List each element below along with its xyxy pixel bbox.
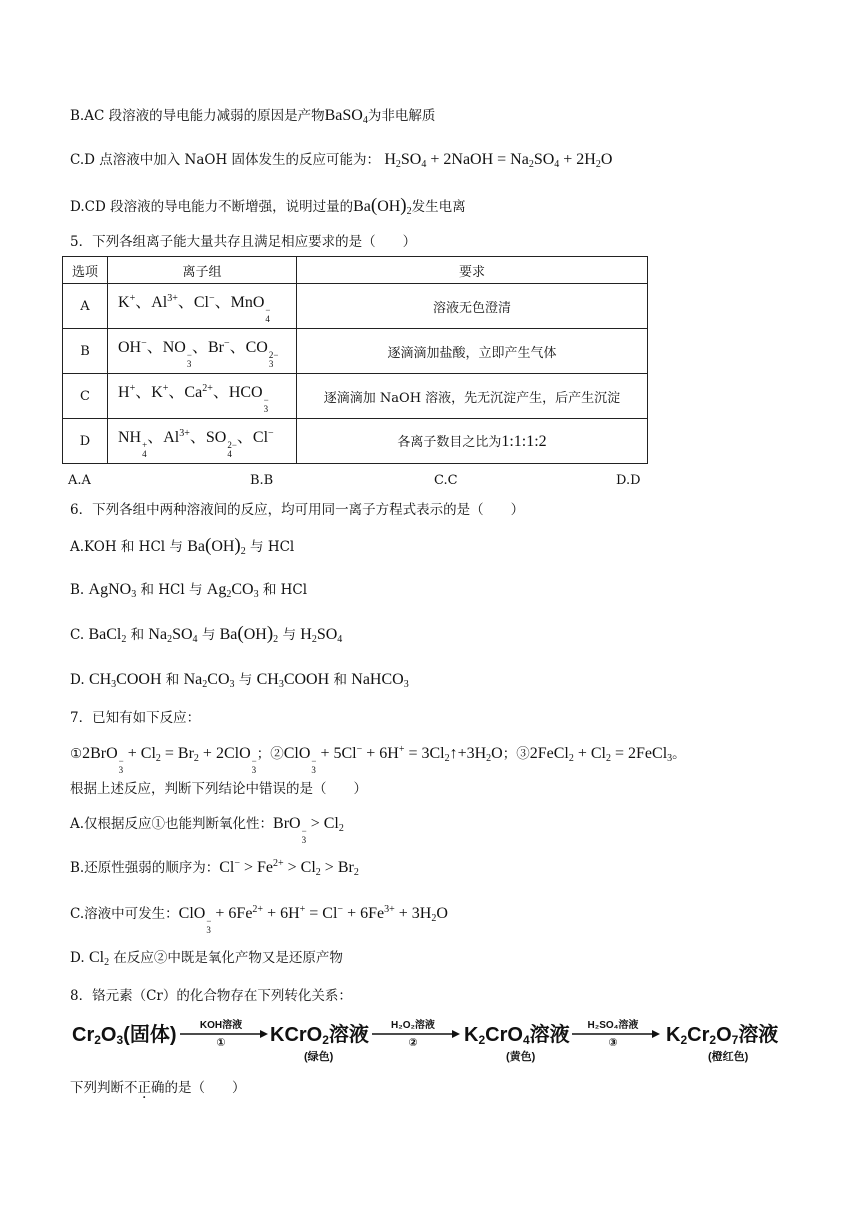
chromium-conversion-chain — [72, 1016, 792, 1072]
q4-option-d-tail: 发生电离 — [411, 199, 466, 215]
table-row — [63, 374, 648, 419]
q8-ask-post: 的是（ ） — [164, 1080, 246, 1096]
reagent-koh: KOH溶液 — [199, 1020, 243, 1031]
header-ions: 离子组 — [108, 257, 297, 284]
row-ions: NH + 4 、$Al^{3+}$、SO 2− 4 、Cl− — [108, 419, 297, 464]
q6-stem: 6．下列各组中两种溶液间的反应，均可用同一离子方程式表示的是（ ） — [70, 502, 525, 518]
step-number: ③ — [608, 1037, 618, 1049]
header-option: 选项 — [63, 257, 108, 284]
species-kcro2: KCrO$_2$溶液 — [270, 1024, 369, 1047]
q7-ask: 根据上述反应，判断下列结论中错误的是（ ） — [70, 781, 367, 797]
row-requirement: 溶液无色澄清 — [297, 284, 648, 329]
row-option: B — [63, 329, 108, 374]
table-row — [63, 284, 648, 329]
q4-option-c-equation: $H_2SO_4$ + 2NaOH = $Na_2SO_4 + 2H_2O$ — [384, 151, 613, 170]
q4-option-d — [70, 196, 466, 217]
row-ions: OH−、NO − 3 、Br−、CO 2− 3 — [108, 329, 297, 374]
q4-option-c — [70, 150, 612, 170]
answer-a: A.A — [68, 473, 91, 488]
reagent-h2so4: H₂SO₄溶液 — [587, 1020, 639, 1031]
table-row — [63, 419, 648, 464]
q8-stem: 8．铬元素（Cr）的化合物存在下列转化关系： — [70, 988, 352, 1004]
answer-b: B.B — [250, 473, 274, 488]
arrow-step-2 — [372, 1020, 460, 1054]
q7-stem: 7．已知有如下反应： — [70, 710, 201, 726]
q7-option-a: A.仅根据反应①也能判断氧化性：BrO − 3 > $Cl_2$ — [70, 815, 344, 845]
q7-option-d: D. $Cl_2$ 在反应②中既是氧化产物又是还原产物 — [70, 949, 343, 968]
species-k2cr2o7: $K_2Cr_2O_7$溶液 — [666, 1024, 779, 1047]
step-number: ② — [408, 1037, 418, 1049]
answer-d: D.D — [616, 473, 641, 488]
color-orange-red: (橙红色) — [708, 1051, 749, 1063]
step-number: ① — [216, 1037, 226, 1049]
species-cr2o3: $Cr_2O_3$(固体) — [72, 1024, 177, 1047]
q7-reactions: ①2BrO − 3 + $Cl_2 = Br_2 + 2ClO$ − 3 ；②ClO − 3 + $5Cl^- + 6H^+ = 3Cl_2↑+3H_2O$；③2FeCl$_2$ + $Cl_2$ = 2FeCl$_3$。 — [70, 744, 686, 775]
q6-option-c: C. BaCl$_2$ 和 $Na_2SO_4$ 与 $Ba(OH)_2$ 与 $H_2SO_4$ — [70, 623, 343, 645]
q4-option-d-label: D.CD 段溶液的导电能力不断增强，说明过量的 — [70, 199, 354, 215]
q5-stem: 5．下列各组离子能大量共存且满足相应要求的是（ ） — [70, 234, 417, 250]
q4-option-b — [70, 106, 435, 126]
baoh2-formula: $Ba(OH)_2$ — [353, 195, 412, 217]
q4-option-b-label: B.AC 段溶液的导电能力减弱的原因是产物 — [70, 108, 325, 124]
q4-option-b-tail: 为非电解质 — [367, 108, 436, 124]
q8-ask — [70, 1078, 246, 1098]
table-row — [63, 329, 648, 374]
row-option: A — [63, 284, 108, 329]
q8-ask-emphasis: 不正确 — [124, 1080, 165, 1096]
color-green: (绿色) — [304, 1051, 334, 1063]
q4-option-c-label: C.D 点溶液中加入 NaOH 固体发生的反应可能为： — [70, 152, 381, 168]
q7-option-c: C.溶液中可发生：ClO − 3 + $6Fe^{2+} + 6H^+ = Cl^- + 6Fe^{3+} + 3H_2O$ — [70, 904, 448, 935]
q6-option-d: D. $CH_3COOH$ 和 $Na_2CO_3$ 与 $CH_3COOH$ 和 NaHCO$_3$ — [70, 671, 409, 690]
ratio-value: 1:1:1:2 — [501, 433, 547, 450]
q8-ask-pre: 下列判断 — [70, 1080, 124, 1096]
row-requirement: 逐滴滴加 NaOH 溶液，先无沉淀产生，后产生沉淀 — [297, 374, 648, 419]
arrow-step-3 — [572, 1020, 660, 1054]
q5-table — [62, 256, 648, 464]
reagent-h2o2: H₂O₂溶液 — [391, 1020, 435, 1031]
row-requirement: 逐滴滴加盐酸，立即产生气体 — [297, 329, 648, 374]
row-option: C — [63, 374, 108, 419]
answer-c: C.C — [434, 473, 458, 488]
q6-option-b: B. AgNO$_3$ 和 HCl 与 $Ag_2CO_3$ 和 HCl — [70, 581, 308, 600]
table-header-row — [63, 257, 648, 284]
baso4-formula: BaSO$_4$ — [324, 107, 368, 126]
row-ions: H+、K+、$Ca^{2+}$、HCO − 3 — [108, 374, 297, 419]
color-yellow: (黄色) — [506, 1051, 536, 1063]
arrow-step-1 — [180, 1020, 268, 1054]
q6-option-a: A.KOH 和 HCl 与 $Ba(OH)_2$ 与 HCl — [70, 535, 295, 557]
species-k2cro4: $K_2CrO_4$溶液 — [464, 1024, 570, 1047]
q7-option-b: B.还原性强弱的顺序为：$Cl^- > Fe^{2+} > Cl_2 > Br_2$ — [70, 858, 359, 878]
row-ions: K+、$Al^{3+}$、Cl−、MnO − 4 — [108, 284, 297, 329]
row-requirement: 各离子数目之比为1:1:1:2 — [297, 419, 648, 464]
row-option: D — [63, 419, 108, 464]
header-requirement: 要求 — [297, 257, 648, 284]
